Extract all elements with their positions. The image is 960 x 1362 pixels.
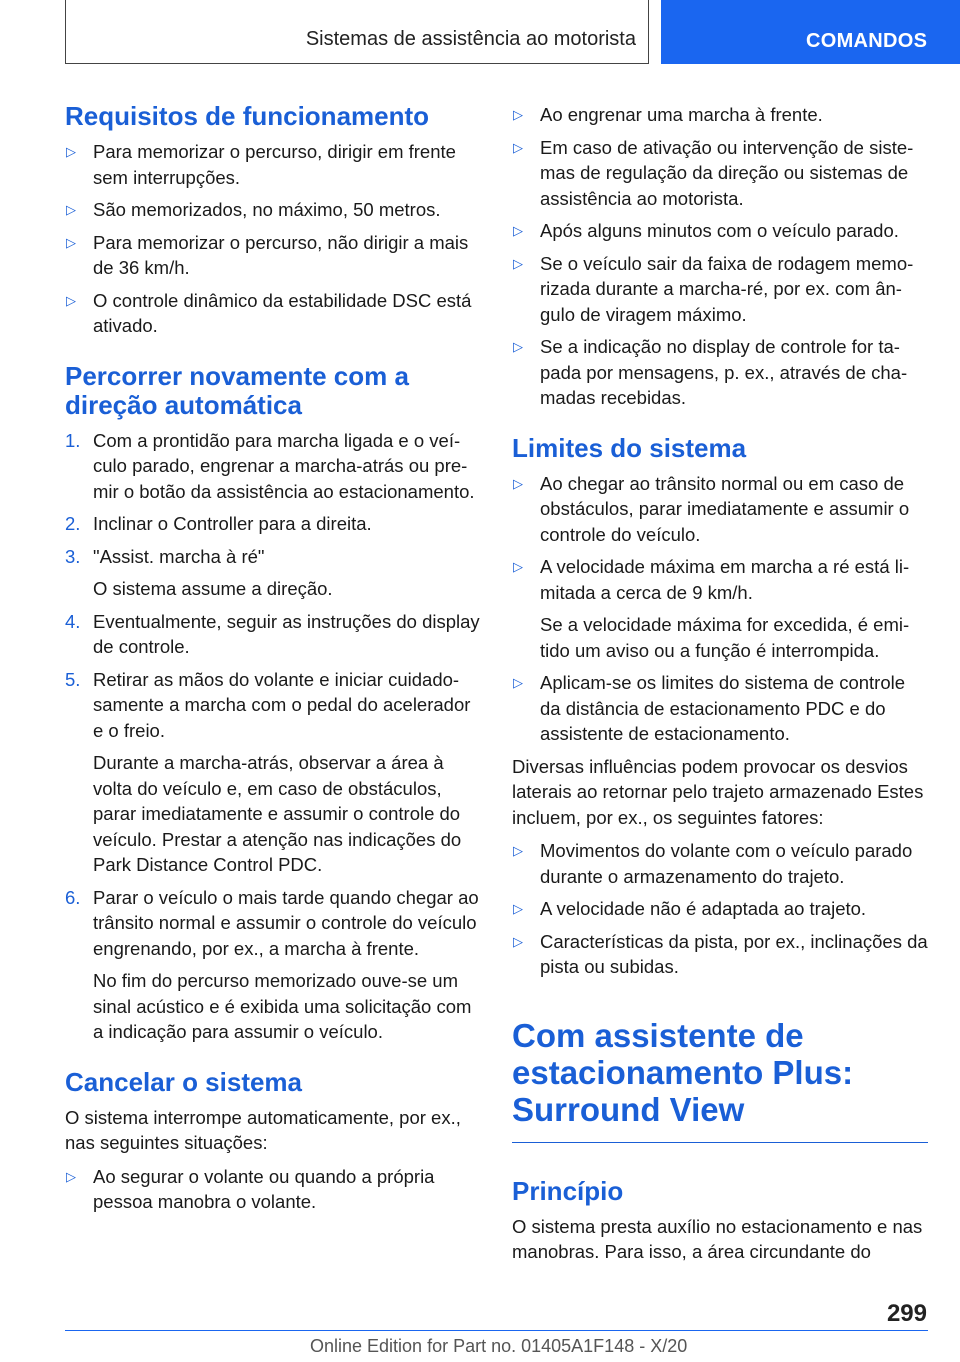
triangle-bullet-icon: ▷	[513, 559, 523, 574]
list-item: ▷ Para memorizar o percurso, dirigir em frente sem interrupções.	[66, 141, 456, 188]
step-subtext: O sistema assume a direção.	[93, 578, 333, 599]
step-item: 3. "Assist. marcha à ré" O sistema assume a direção.	[65, 544, 480, 602]
list-item: ▷ Para memorizar o percurso, não dirigir a mais de 36 km/h.	[66, 231, 469, 278]
triangle-bullet-icon: ▷	[513, 255, 523, 271]
triangle-bullet-icon: ▷	[66, 202, 76, 217]
step-number: 3.	[65, 545, 81, 567]
heading-limites: Limites do sistema	[512, 432, 747, 463]
list-item: ▷ São memorizados, no máximo, 50 metros.	[65, 197, 480, 223]
list-item: ▷ Após alguns minutos com o veículo parado.	[512, 218, 928, 244]
step-item: 6. Parar o veículo o mais tarde quando chegar ao trânsito normal e assumir o controle do veículo engrenando, por ex., a marcha à frente. No fim do percurso memorizado ouve-se um sinal acústico e é exibida uma solicitação com a indicação para assumir o veículo.	[65, 885, 480, 1045]
heading-principio: Princípio	[512, 1175, 624, 1206]
step-number: 2.	[65, 513, 81, 534]
footer-divider	[65, 1330, 928, 1331]
heading-percorrer: Percorrer novamente com a direção automática	[65, 360, 409, 420]
list-item: ▷ Movimentos do volante com o veículo parado durante o armazenamento do trajeto.	[513, 840, 913, 887]
cancelar-list	[65, 1164, 480, 1215]
cancelar-list-continued	[512, 102, 928, 411]
step-number: 6.	[65, 886, 81, 908]
triangle-bullet-icon: ▷	[513, 843, 523, 858]
triangle-bullet-icon: ▷	[66, 234, 76, 250]
list-item: ▷ A velocidade máxima em marcha a ré está limitada a cerca de 9 km/h. Se a velocidade máxima for excedida, é emitido um aviso ou a função é interrompida.	[512, 554, 928, 663]
requisitos-list	[65, 139, 480, 339]
list-item: ▷ Aplicam-se os limites do sistema de controle da distância de estacionamento PDC e do assistente de estacionamento.	[513, 672, 906, 744]
step-number: 4.	[65, 610, 81, 632]
step-subtext: Durante a marcha-atrás, observar a área à volta do veículo e, em caso de obstáculos, parar imediatamente e assumir o controle do veículo. Prestar a atenção nas indicações do Park Distance Control PDC.	[93, 752, 462, 875]
step-item: 1. Com a prontidão para marcha ligada e o veículo parado, engrenar a marcha-atrás ou premir o botão da assistência ao estacionamento.	[65, 429, 475, 502]
header-chapter-title: COMANDOS	[806, 30, 928, 52]
left-column	[65, 102, 480, 1222]
step-number: 1.	[65, 429, 81, 451]
triangle-bullet-icon: ▷	[513, 139, 523, 155]
step-item: 4. Eventualmente, seguir as instruções do display de controle.	[65, 610, 480, 657]
list-item: ▷ Se o veículo sair da faixa de rodagem memorizada durante a marcha-ré, por ex. com ângulo de viragem máximo.	[513, 252, 914, 325]
list-item: ▷ Ao chegar ao trânsito normal ou em caso de obstáculos, parar imediatamente e assumir o controle do veículo.	[513, 472, 910, 545]
step-number: 5.	[65, 668, 81, 690]
triangle-bullet-icon: ▷	[66, 292, 76, 308]
step-item: 5. Retirar as mãos do volante e iniciar cuidadosamente a marcha com o pedal do acelerador e o freio. Durante a marcha-atrás, observar a área à volta do veículo e, em caso de obstáculos, parar imediatamente e assumir o controle do veículo. Prestar a atenção nas indicações do Park Distance Control PDC.	[65, 667, 480, 878]
triangle-bullet-icon: ▷	[66, 1168, 76, 1184]
list-item: ▷ A velocidade não é adaptada ao trajeto.	[512, 896, 928, 922]
chapter-heading-surround-view: Com assistente de estacionamento Plus: Surround View	[512, 1016, 854, 1128]
fatores-list	[512, 838, 928, 980]
list-item: ▷ Características da pista, por ex., inclinações da pista ou subidas.	[513, 930, 928, 977]
triangle-bullet-icon: ▷	[513, 675, 523, 690]
item-subtext: Se a velocidade máxima for excedida, é emitido um aviso ou a função é interrompida.	[540, 614, 910, 661]
header-section-box	[65, 0, 649, 64]
triangle-bullet-icon: ▷	[513, 107, 523, 122]
steps-list	[65, 428, 480, 1045]
chapter-divider	[512, 1142, 928, 1143]
triangle-bullet-icon: ▷	[513, 223, 523, 238]
principio-paragraph: O sistema presta auxílio no estacionamento e nas manobras. Para isso, a área circundante do	[512, 1215, 923, 1262]
right-column	[512, 102, 928, 1273]
list-item: ▷ O controle dinâmico da estabilidade DSC está ativado.	[66, 289, 472, 336]
triangle-bullet-icon: ▷	[513, 475, 523, 491]
step-subtext: No fim do percurso memorizado ouve-se um sinal acústico e é exibida uma solicitação com a indicação para assumir o veículo.	[93, 970, 472, 1042]
triangle-bullet-icon: ▷	[513, 901, 523, 916]
triangle-bullet-icon: ▷	[513, 339, 523, 354]
limites-paragraph: Diversas influências podem provocar os desvios laterais ao retornar pelo trajeto armazenado Estes incluem, por ex., os seguintes fatores:	[512, 755, 924, 828]
list-item: ▷ Ao engrenar uma marcha à frente.	[512, 102, 928, 128]
header-chapter-tab	[661, 0, 960, 64]
limites-list	[512, 471, 928, 747]
cancelar-intro: O sistema interrompe automaticamente, por ex., nas seguintes situações:	[65, 1106, 461, 1153]
heading-requisitos: Requisitos de funcionamento	[65, 101, 430, 131]
header-section-title: Sistemas de assistência ao motorista	[305, 28, 636, 50]
triangle-bullet-icon: ▷	[66, 144, 76, 159]
list-item: ▷ Em caso de ativação ou intervenção de sistemas de regulação da direção ou sistemas de assistência ao motorista.	[513, 136, 914, 209]
triangle-bullet-icon: ▷	[513, 933, 523, 949]
footer-edition: Online Edition for Part no. 01405A1F148 - X/20	[310, 1336, 688, 1356]
page-number: 299	[886, 1300, 927, 1327]
step-item: 2. Inclinar o Controller para a direita.	[65, 511, 480, 537]
list-item: ▷ Se a indicação no display de controle for tapada por mensagens, p. ex., através de chamadas recebidas.	[513, 336, 908, 408]
list-item: ▷ Ao segurar o volante ou quando a própria pessoa manobra o volante.	[66, 1165, 435, 1212]
heading-cancelar: Cancelar o sistema	[65, 1066, 303, 1097]
